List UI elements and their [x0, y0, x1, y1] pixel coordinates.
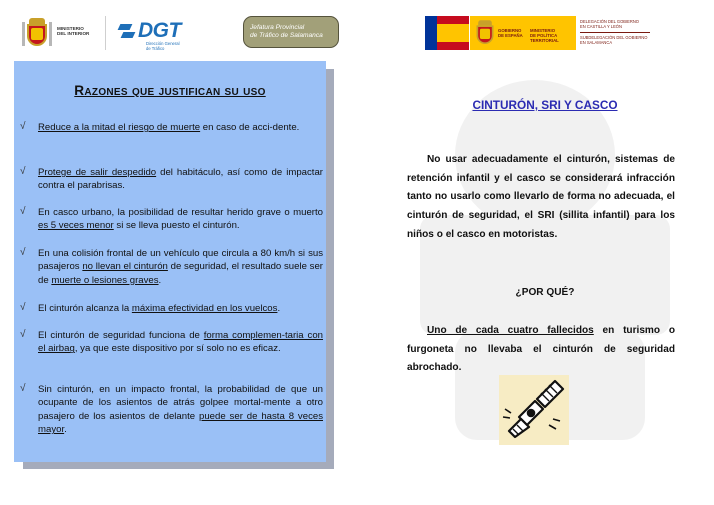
reasons-panel	[14, 61, 326, 462]
check-icon: √	[20, 329, 26, 340]
fallecidos-paragraph: Uno de cada cuatro fallecidos en turismo o furgoneta no llevaba el cinturón de seguridad abrochado.	[407, 325, 675, 374]
reason-fragment: El cinturón de seguridad funciona de	[38, 330, 204, 341]
reason-highlight: es 5 veces menor	[38, 220, 114, 232]
coat-of-arms-icon	[476, 20, 495, 46]
reason-text	[38, 121, 323, 134]
reason-fragment: si se lleva puesto el cinturón.	[113, 220, 240, 232]
por-que-heading: ¿POR QUÉ?	[515, 287, 575, 298]
fallecidos-highlight: Uno de cada cuatro fallecidos	[427, 325, 594, 336]
reason-highlight: Protege de salir despedido	[38, 167, 157, 178]
check-icon: √	[20, 166, 26, 177]
reason-fragment: de seguridad, el resultado suele ser de	[38, 261, 323, 286]
check-icon: √	[20, 302, 26, 313]
reason-fragment: .	[64, 424, 67, 436]
delegacion-divider	[580, 32, 650, 33]
check-icon: √	[20, 383, 26, 394]
dgt-logo-text: DGT	[138, 19, 181, 42]
reason-text	[38, 329, 323, 356]
spain-flag-icon	[437, 16, 469, 50]
cinturon-title: CINTURÓN, SRI Y CASCO	[472, 98, 618, 112]
spain-coat-of-arms-icon	[26, 18, 48, 48]
reason-highlight: forma complemen-taria con el airbag	[38, 330, 323, 355]
gobierno-label: GOBIERNO DE ESPAÑA	[498, 28, 523, 38]
check-icon: √	[20, 206, 26, 217]
reason-fragment: Sin cinturón, en un impacto frontal, la probabilidad de que un ocupante de los asientos de atrás golpee mortal-mente a otro pasajero de los asientos de delante	[38, 384, 323, 422]
reason-text	[38, 247, 323, 287]
jefatura-badge: Jefatura Provincial de Tráfico de Salamanca	[243, 16, 339, 48]
reason-fragment: .	[277, 303, 281, 314]
seatbelt-buckle-icon	[499, 375, 569, 445]
left-header	[14, 12, 339, 54]
delegacion-label: DELEGACIÓN DEL GOBIERNO EN CASTILLA Y LEÓN	[580, 19, 639, 29]
reason-text	[38, 206, 323, 233]
dgt-subtitle: Dirección General de Tráfico	[146, 41, 180, 51]
reason-highlight: puede ser de hasta 8 veces mayor	[38, 410, 323, 436]
reason-text	[38, 383, 323, 437]
reason-fragment: , ya que este dispositivo por sí solo no es eficaz.	[74, 343, 281, 355]
subdelegacion-label: SUBDELEGACIÓN DEL GOBIERNO EN SALAMANCA	[580, 35, 648, 45]
reason-highlight: máxima efectividad en los vuelcos	[131, 303, 278, 314]
reason-fragment: En una colisión frontal de un vehículo que circula a 80 km/h si sus pasajeros	[38, 248, 323, 273]
reason-fragment: En casco urbano, la posibilidad de resultar herido grave o muerto	[38, 207, 323, 218]
reasons-title: Razones que justifican su uso	[74, 83, 266, 98]
dgt-logo-icon	[119, 24, 135, 40]
reason-highlight: no llevan el cinturón	[82, 261, 168, 273]
check-icon: √	[20, 247, 26, 258]
check-icon: √	[20, 121, 26, 132]
infraccion-paragraph: No usar adecuadamente el cinturón, sistemas de retención infantil y el casco se considerará infracción tanto no usarlo como llevarlo de forma no adecuada, el cinturón de seguridad, el SRI (sillita infantil) para los niños o el casco en motoristas.	[407, 154, 675, 240]
ministry-name: MINISTERIO DEL INTERIOR	[57, 26, 90, 37]
reason-text	[38, 166, 323, 193]
eu-flag-icon	[425, 16, 437, 50]
reason-fragment: en caso de acci-dente.	[200, 122, 300, 133]
reason-highlight: Reduce a la mitad el riesgo de muerte	[38, 122, 201, 133]
gobierno-banner	[470, 16, 576, 50]
reason-fragment: .	[158, 274, 162, 286]
reason-text	[38, 302, 323, 315]
reason-fragment: del habitáculo, así como de impactar contra el parabrisas.	[38, 167, 323, 192]
reason-highlight: muerte o lesiones graves	[51, 274, 159, 286]
reason-fragment: El cinturón alcanza la	[38, 303, 132, 314]
ministerio-label: MINISTERIO DE POLÍTICA TERRITORIAL	[530, 28, 559, 43]
